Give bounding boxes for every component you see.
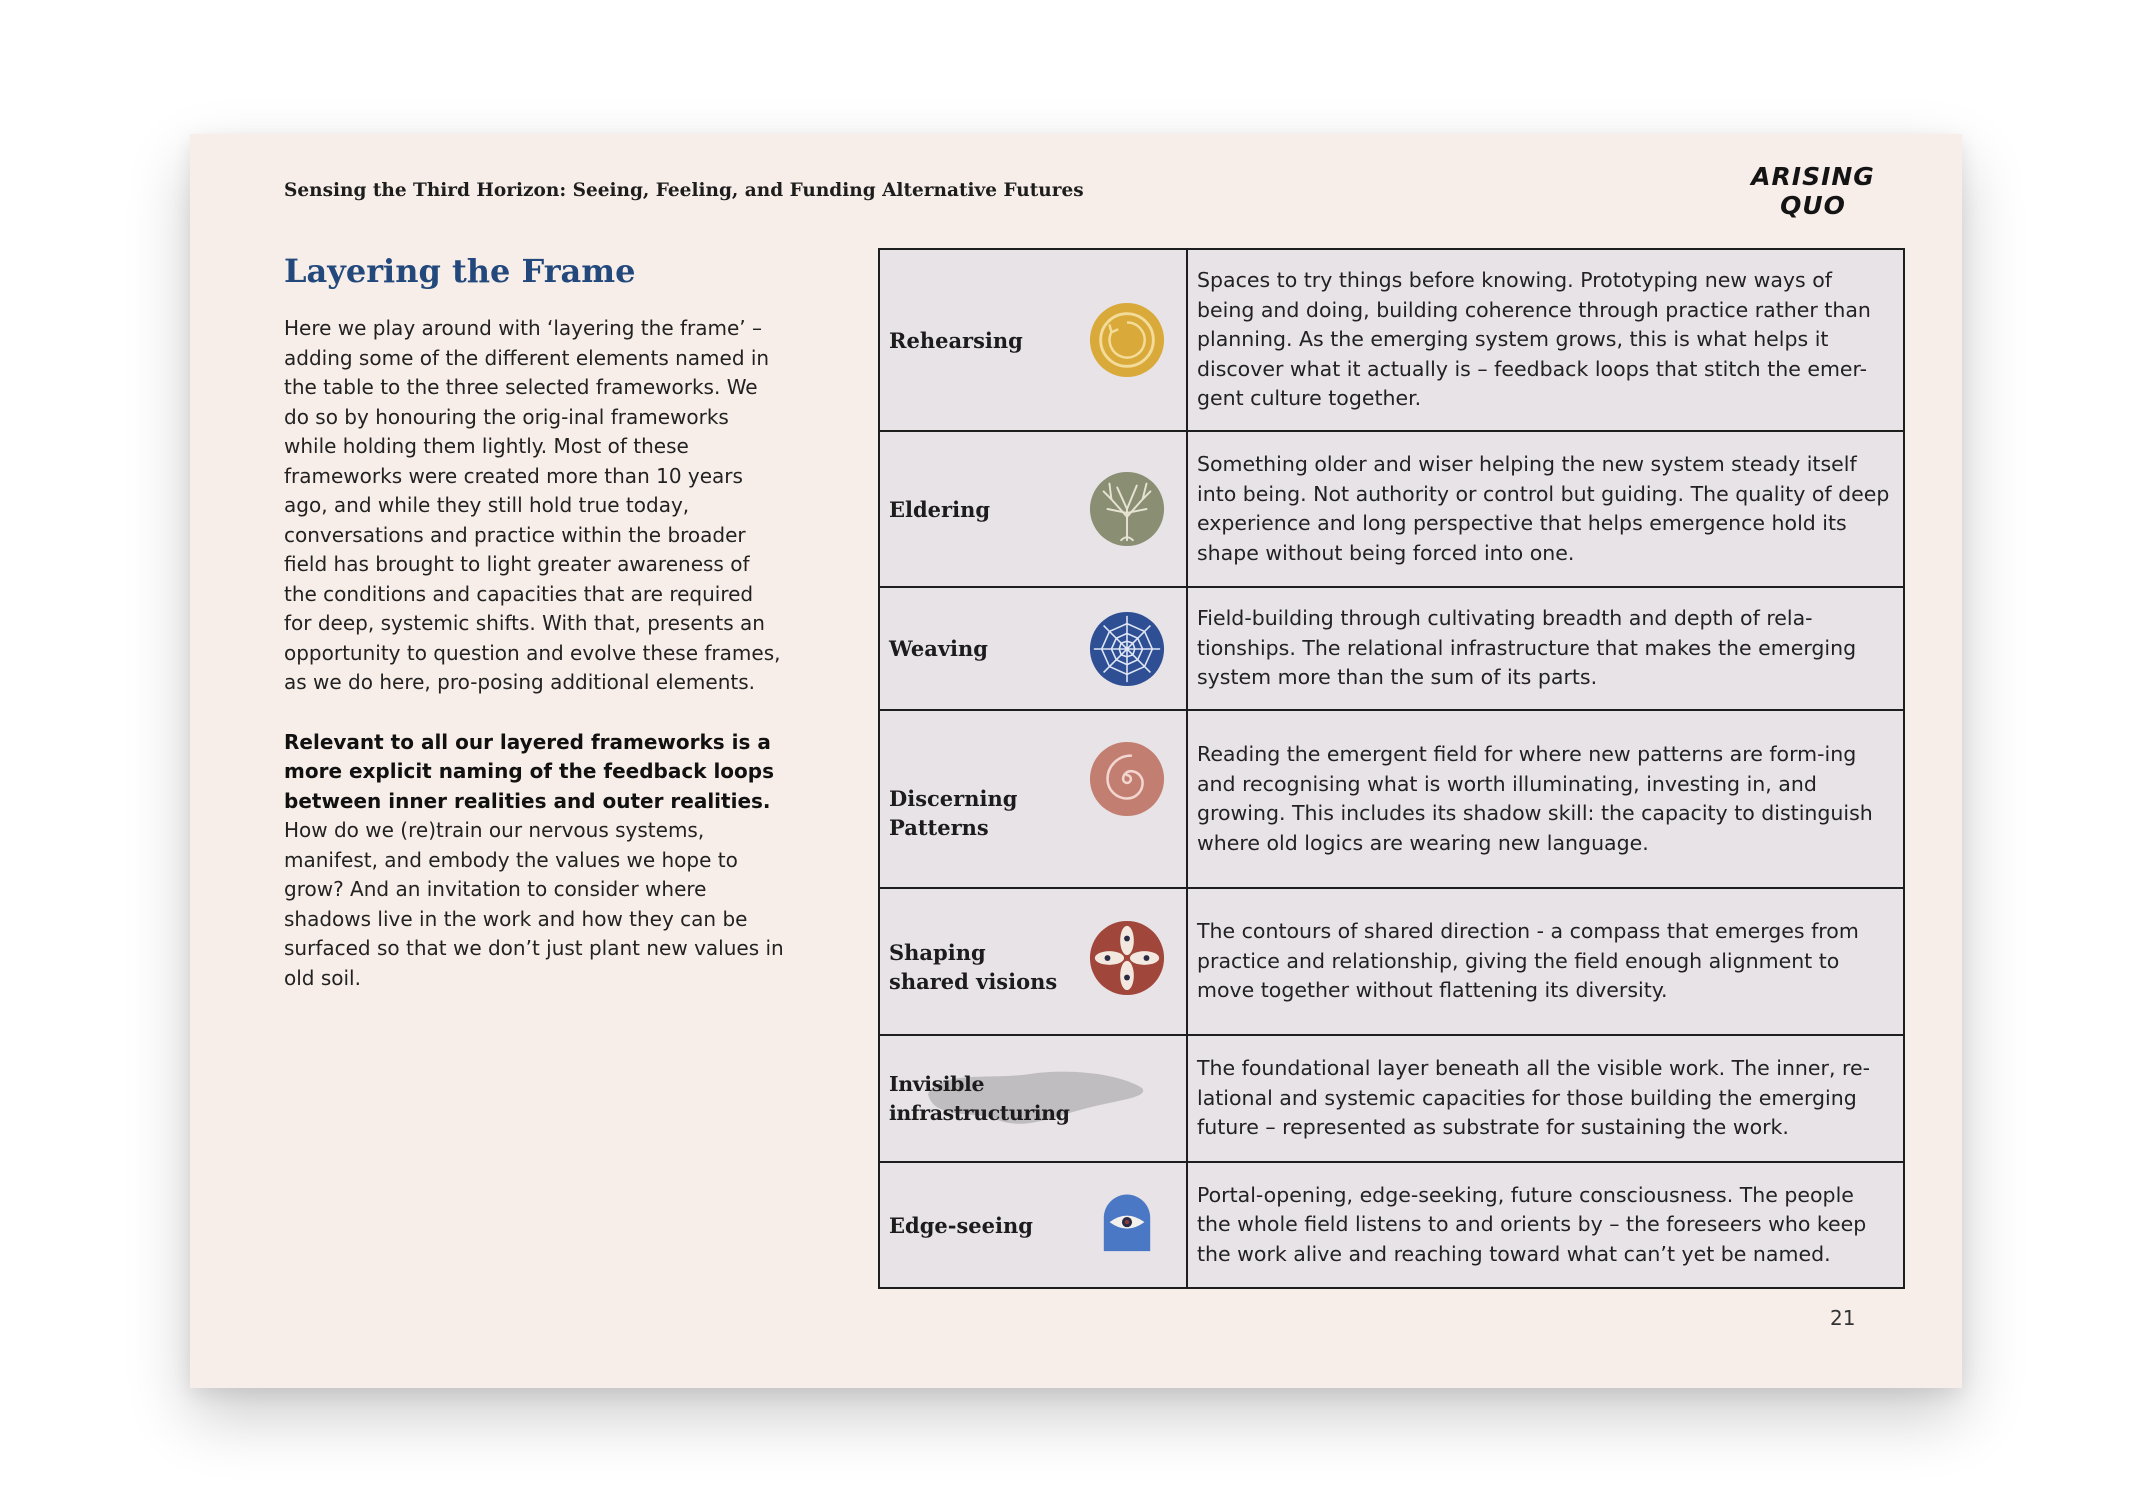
row-name-cell [879, 888, 1187, 1035]
row-name: Eldering [889, 496, 991, 522]
row-name-cell [879, 249, 1187, 431]
document-page [190, 134, 1962, 1388]
table-row [879, 888, 1904, 1035]
row-description: The contours of shared direction - a compass that emerges from practice and relationship, giving the field enough alignment to move together without flattening its diversity. [1187, 888, 1904, 1035]
feedback-loops-paragraph [284, 728, 784, 994]
row-name-cell [879, 587, 1187, 710]
row-description: The foundational layer beneath all the visible work. The inner, re-lational and systemic capacities for those building the emerging future – represented as substrate for sustaining the work. [1187, 1035, 1904, 1162]
portal-eye-icon [1098, 1186, 1156, 1264]
spiderweb-icon [1088, 610, 1166, 688]
row-name [889, 938, 1057, 996]
intro-text [284, 314, 784, 993]
row-name-line-2: shared visions [889, 968, 1058, 994]
logo-line-2: QUO [1780, 191, 1846, 220]
row-name: Invisible infrastructuring [889, 1071, 1070, 1125]
running-header: Sensing the Third Horizon: Seeing, Feeling, and Funding Alternative Futures [284, 180, 1084, 201]
row-description: Reading the emergent field for where new patterns are form-ing and recognising what is worth illuminating, investing in, and growing. This includes its shadow skill: the capacity to distinguish where old logics are wearing new language. [1187, 710, 1904, 888]
row-description: Spaces to try things before knowing. Prototyping new ways of being and doing, building coherence through practice rather than planning. As the emerging system grows, this is what helps it discover what it actually is – feedback loops that stitch the emer-gent culture together. [1187, 249, 1904, 431]
table-row [879, 1162, 1904, 1288]
arising-quo-logo [1748, 162, 1878, 220]
layering-table [878, 248, 1905, 1289]
table-row [879, 587, 1904, 710]
section-title: Layering the Frame [284, 252, 636, 290]
intro-paragraph: Here we play around with ‘layering the frame’ – adding some of the different elements named in the table to the three selected frameworks. We do so by honouring the orig-inal frameworks while holding them lightly. Most of these frameworks were created more than 10 years ago, and while they still hold true today, conversations and practice within the broader field has brought to light greater awareness of the conditions and capacities that are required for deep, systemic shifts. With that, presents an opportunity to question and evolve these frames, as we do here, pro-posing additional elements. [284, 316, 781, 694]
page-number: 21 [1830, 1306, 1856, 1330]
row-name-cell [879, 1035, 1187, 1162]
row-name: Rehearsing [889, 327, 1023, 353]
table-row [879, 249, 1904, 431]
row-name: Edge-seeing [889, 1212, 1033, 1238]
spiral-icon [1088, 740, 1166, 818]
row-name-cell [879, 710, 1187, 888]
row-name-cell [879, 431, 1187, 587]
row-name [889, 784, 1017, 842]
tree-icon [1088, 470, 1166, 548]
table-row [879, 431, 1904, 587]
row-description: Field-building through cultivating breadth and depth of rela-tionships. The relational infrastructure that makes the emerging system more than the sum of its parts. [1187, 587, 1904, 710]
feedback-loops-text: How do we (re)train our nervous systems, manifest, and embody the values we hope to grow? And an invitation to consider where shadows live in the work and how they can be surfaced so that we don’t just plant new values in old soil. [284, 818, 784, 990]
row-name: Weaving [889, 636, 988, 661]
row-name-line-1: Shaping [889, 939, 986, 965]
compass-eyes-icon [1088, 919, 1166, 997]
table-row [879, 1035, 1904, 1162]
feedback-loops-emphasis: Relevant to all our layered frameworks is a more explicit naming of the feedback loops between inner realities and outer realities. [284, 729, 775, 813]
circular-arrows-icon [1088, 301, 1166, 379]
row-description: Something older and wiser helping the new system steady itself into being. Not authority or control but guiding. The quality of deep experience and long perspective that helps emergence hold its shape without being forced into one. [1187, 431, 1904, 587]
row-name-cell [879, 1162, 1187, 1288]
row-name-line-2: Patterns [889, 815, 989, 840]
logo-line-1: ARISING [1751, 162, 1875, 191]
row-name-line-1: Discerning [889, 786, 1018, 811]
row-description: Portal-opening, edge-seeking, future consciousness. The people the whole field listens to and orients by – the foreseers who keep the work alive and reaching toward what can’t yet be named. [1187, 1162, 1904, 1288]
table-row [879, 710, 1904, 888]
